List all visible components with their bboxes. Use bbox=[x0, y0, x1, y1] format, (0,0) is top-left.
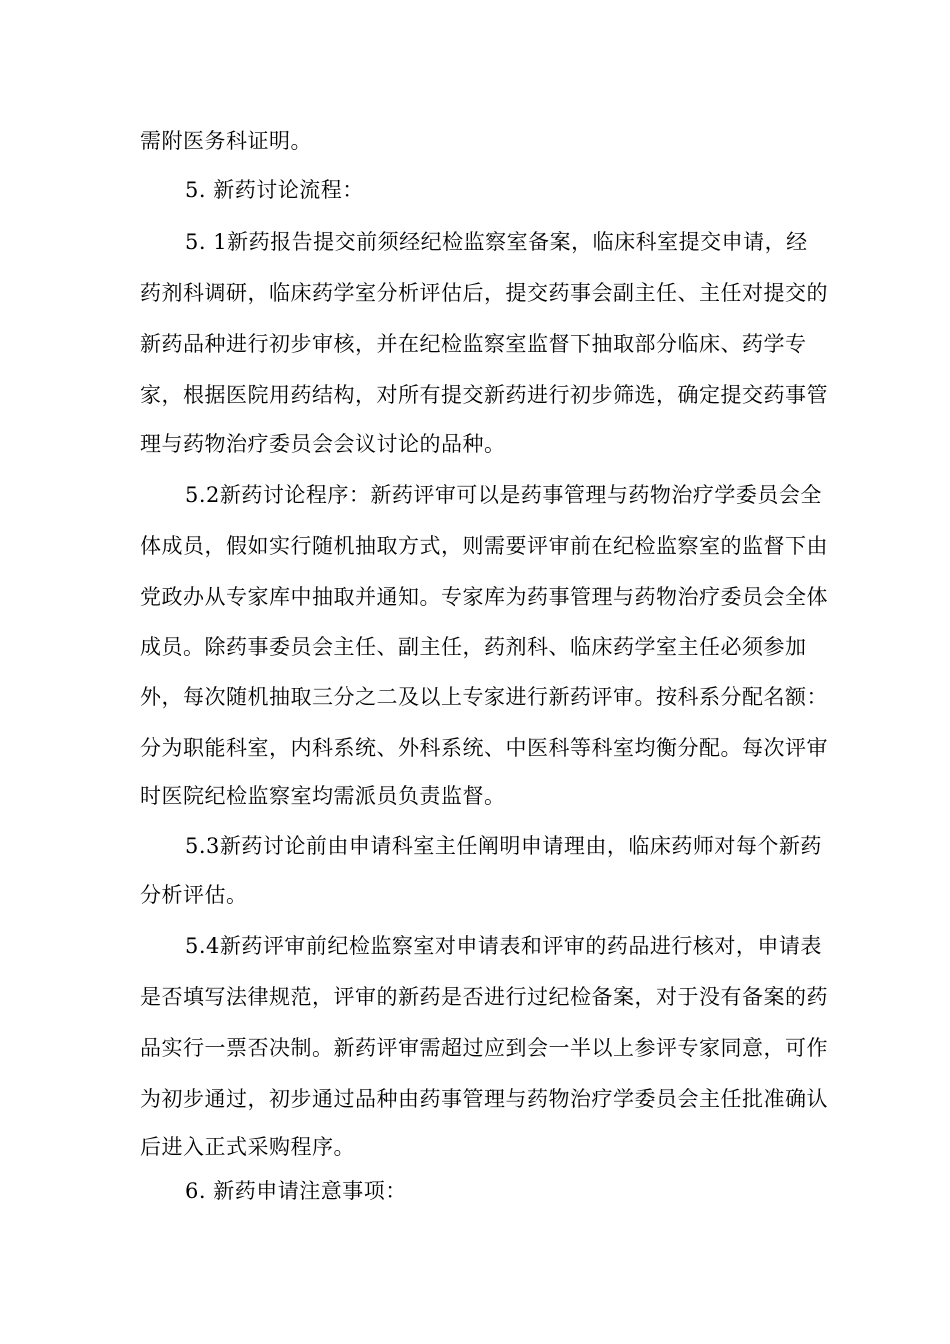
text-line: 药剂科调研，临床药学室分析评估后，提交药事会副主任、主任对提交的 bbox=[140, 281, 828, 305]
text-line: 分析评估。 bbox=[140, 883, 248, 907]
section-heading: 6. 新药申请注意事项： bbox=[185, 1179, 407, 1203]
text-line: 成员。除药事委员会主任、副主任，药剂科、临床药学室主任必须参加 bbox=[140, 635, 807, 659]
text-line: 5. 1新药报告提交前须经纪检监察室备案，临床科室提交申请，经 bbox=[185, 230, 808, 254]
text-line: 5.4新药评审前纪检监察室对申请表和评审的药品进行核对，申请表 bbox=[185, 934, 822, 958]
text-line: 后进入正式采购程序。 bbox=[140, 1135, 355, 1159]
text-line: 分为职能科室，内科系统、外科系统、中医科等科室均衡分配。每次评审 bbox=[140, 736, 828, 760]
text-line: 品实行一票否决制。新药评审需超过应到会一半以上参评专家同意，可作 bbox=[140, 1036, 828, 1060]
text-line: 5.2新药讨论程序：新药评审可以是药事管理与药物治疗学委员会全 bbox=[185, 483, 822, 507]
section-heading: 5. 新药讨论流程： bbox=[185, 178, 364, 202]
text-line: 是否填写法律规范，评审的新药是否进行过纪检备案，对于没有备案的药 bbox=[140, 985, 828, 1009]
text-line: 党政办从专家库中抽取并通知。专家库为药事管理与药物治疗委员会全体 bbox=[140, 585, 828, 609]
text-line: 外，每次随机抽取三分之二及以上专家进行新药评审。按科系分配名额： bbox=[140, 685, 828, 709]
text-line: 时医院纪检监察室均需派员负责监督。 bbox=[140, 784, 506, 808]
text-line: 理与药物治疗委员会会议讨论的品种。 bbox=[140, 432, 506, 456]
text-line: 新药品种进行初步审核，并在纪检监察室监督下抽取部分临床、药学专 bbox=[140, 332, 807, 356]
text-line: 体成员，假如实行随机抽取方式，则需要评审前在纪检监察室的监督下由 bbox=[140, 534, 828, 558]
text-line: 5.3新药讨论前由申请科室主任阐明申请理由，临床药师对每个新药 bbox=[185, 834, 822, 858]
text-line: 家，根据医院用药结构，对所有提交新药进行初步筛选，确定提交药事管 bbox=[140, 383, 828, 407]
text-line: 为初步通过，初步通过品种由药事管理与药物治疗学委员会主任批准确认 bbox=[140, 1087, 828, 1111]
text-line: 需附医务科证明。 bbox=[140, 129, 312, 153]
